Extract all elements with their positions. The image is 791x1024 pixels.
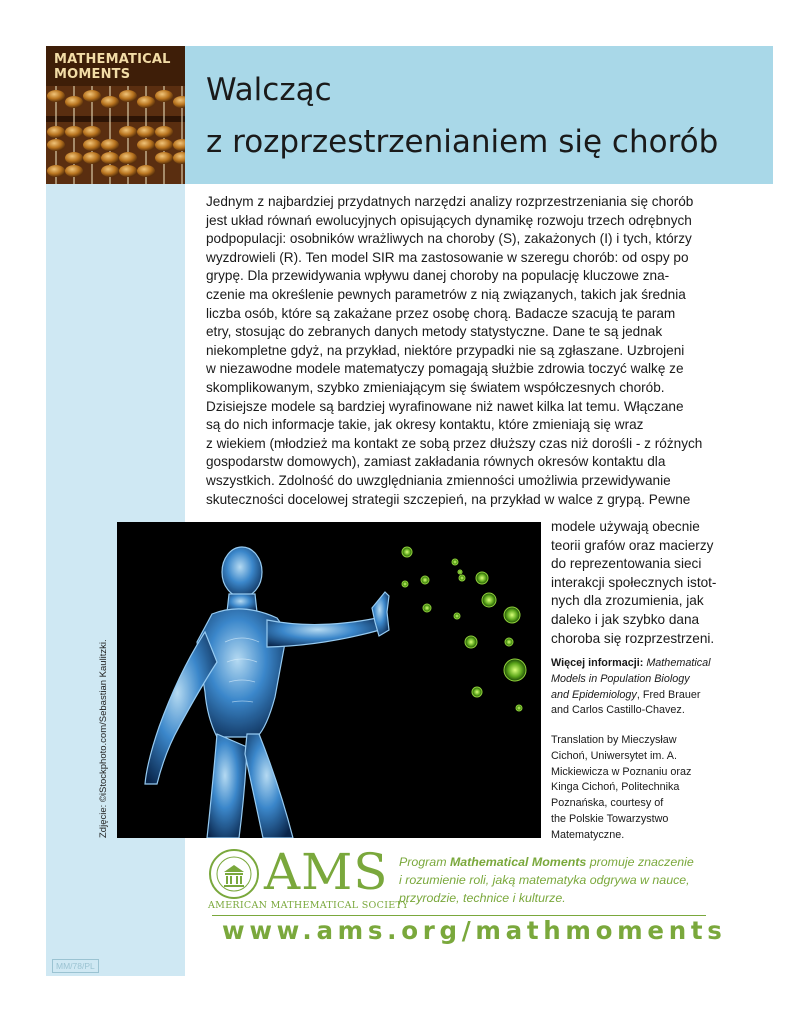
- body-line: grypę. Dla przewidywania wpływu danej choroby na populację kluczowe zna-: [206, 268, 670, 284]
- body-line: Dzisiejsze modele są bardziej wyrafinowane niż nawet kilka lat temu. Włączane: [206, 398, 684, 414]
- human-virus-photo: [117, 522, 541, 838]
- right-line: do reprezentowania sieci: [551, 556, 702, 572]
- ams-full-name: AMERICAN MATHEMATICAL SOCIETY: [208, 900, 409, 911]
- right-line: modele używają obecnie: [551, 519, 700, 534]
- book-authors-1: , Fred Brauer: [636, 688, 701, 701]
- translation-line: Poznańska, courtesy of: [551, 797, 664, 810]
- right-line: choroba się rozprzestrzeni.: [551, 630, 715, 646]
- logo-line-1: MATHEMATICAL: [54, 52, 171, 67]
- program-line-3: przyrodzie, technice i kulturze.: [399, 891, 566, 905]
- translation-line: Kinga Cichoń, Politechnika: [551, 781, 680, 794]
- program-line-2: i rozumienie roli, jaką matematyka odgrywa w nauce,: [399, 873, 690, 887]
- program-line-1-bold: Mathematical Moments: [449, 855, 587, 869]
- body-line: skomplikowanym, szybko zmieniającym się światem współczesnych chorób.: [206, 379, 665, 395]
- title-line-1: Walcząc: [206, 72, 332, 108]
- body-line: skuteczności docelowej strategii szczepień, na przykład w walce z grypą. Pewne: [206, 491, 691, 507]
- body-line: są do nich informacje takie, jak okresy kontaktu, które zmieniają się wraz: [206, 417, 644, 433]
- logo-text: [54, 52, 171, 82]
- right-line: interakcji społecznych istot-: [551, 574, 717, 590]
- body-line: czenie ma określenie pewnych parametrów z nią związanych, takich jak średnia: [206, 286, 686, 302]
- body-line: podpopulacji: osobników wrażliwych na choroby (S), zakażonych (I) i tych, którzy: [206, 231, 692, 247]
- page-title: [206, 64, 718, 168]
- body-line: z wiekiem (młodzież ma kontakt ze sobą przez dłuższy czas niż dorośli - z różnych: [206, 435, 703, 451]
- right-line: daleko i jak szybko dana: [551, 611, 700, 627]
- book-title-1: Mathematical: [646, 657, 711, 669]
- body-line: Jednym z najbardziej przydatnych narzędzi analizy rozprzestrzeniania się chorób: [206, 194, 694, 209]
- more-info-label: Więcej informacji:: [551, 657, 644, 669]
- body-text: [206, 193, 724, 509]
- human-figure-illustration: [117, 522, 541, 838]
- body-line: jest układ równań ewolucyjnych opisujących dynamikę rozwoju trzech odrębnych: [206, 212, 692, 228]
- translation-line: Translation by Mieczysław: [551, 734, 677, 746]
- translation-line: Matematyczne.: [551, 828, 625, 841]
- program-statement: [399, 853, 694, 907]
- right-column-text: [551, 518, 731, 648]
- book-authors-2: and Carlos Castillo-Chavez.: [551, 704, 685, 717]
- translation-line: Cichoń, Uniwersytet im. A.: [551, 749, 678, 762]
- ams-logo[interactable]: [208, 843, 409, 912]
- photo-credit: Zdjęcie: ©iStockphoto.com/Sebastian Kaulitzki.: [98, 639, 109, 838]
- document-code: MM/78/PL: [52, 959, 99, 973]
- translation-credit: [551, 733, 731, 844]
- body-line: wyzdrowieli (R). Ten model SIR ma zastosowanie w szeregu chorób: od ospy po: [206, 249, 689, 265]
- program-line-1-post: promuje znaczenie: [586, 855, 694, 869]
- body-line: wszystkich. Zdolność do uwzględniania zmienności umożliwia przewidywanie: [206, 472, 671, 488]
- ams-seal-icon: [208, 848, 260, 900]
- body-line: w niezawodne modele matematyczy pomagają służbie zdrowia toczyć walkę ze: [206, 361, 684, 377]
- website-link[interactable]: www.ams.org/mathmoments: [222, 916, 727, 945]
- book-title-3: and Epidemiology: [551, 688, 637, 701]
- mathematical-moments-logo: [46, 46, 185, 184]
- program-line-1-pre: Program: [399, 855, 450, 869]
- right-line: nych dla zrozumienia, jak: [551, 593, 704, 609]
- body-line: liczba osób, które są zakażane przez osobę chorą. Badacze szacują te param: [206, 305, 676, 321]
- translation-line: Mickiewicza w Poznaniu oraz: [551, 765, 692, 778]
- ams-letters: AMS: [264, 843, 389, 901]
- body-line: etry, stosując do zebranych danych metody statystyczne. Dane te są jednak: [206, 324, 663, 340]
- logo-line-2: MOMENTS: [54, 67, 131, 82]
- body-line: gospodarstw domowych), zamiast zakładania równych okresów kontaktu dla: [206, 454, 666, 470]
- translation-line: the Polskie Towarzystwo: [551, 812, 669, 825]
- title-line-2: z rozprzestrzenianiem się chorób: [206, 124, 719, 160]
- right-line: teorii grafów oraz macierzy: [551, 537, 714, 553]
- body-line: niekompletne gdyż, na przykład, niektóre przypadki nie są zgłaszane. Uzbrojeni: [206, 342, 685, 358]
- book-title-2: Models in Population Biology: [551, 672, 690, 685]
- more-info: [551, 656, 731, 719]
